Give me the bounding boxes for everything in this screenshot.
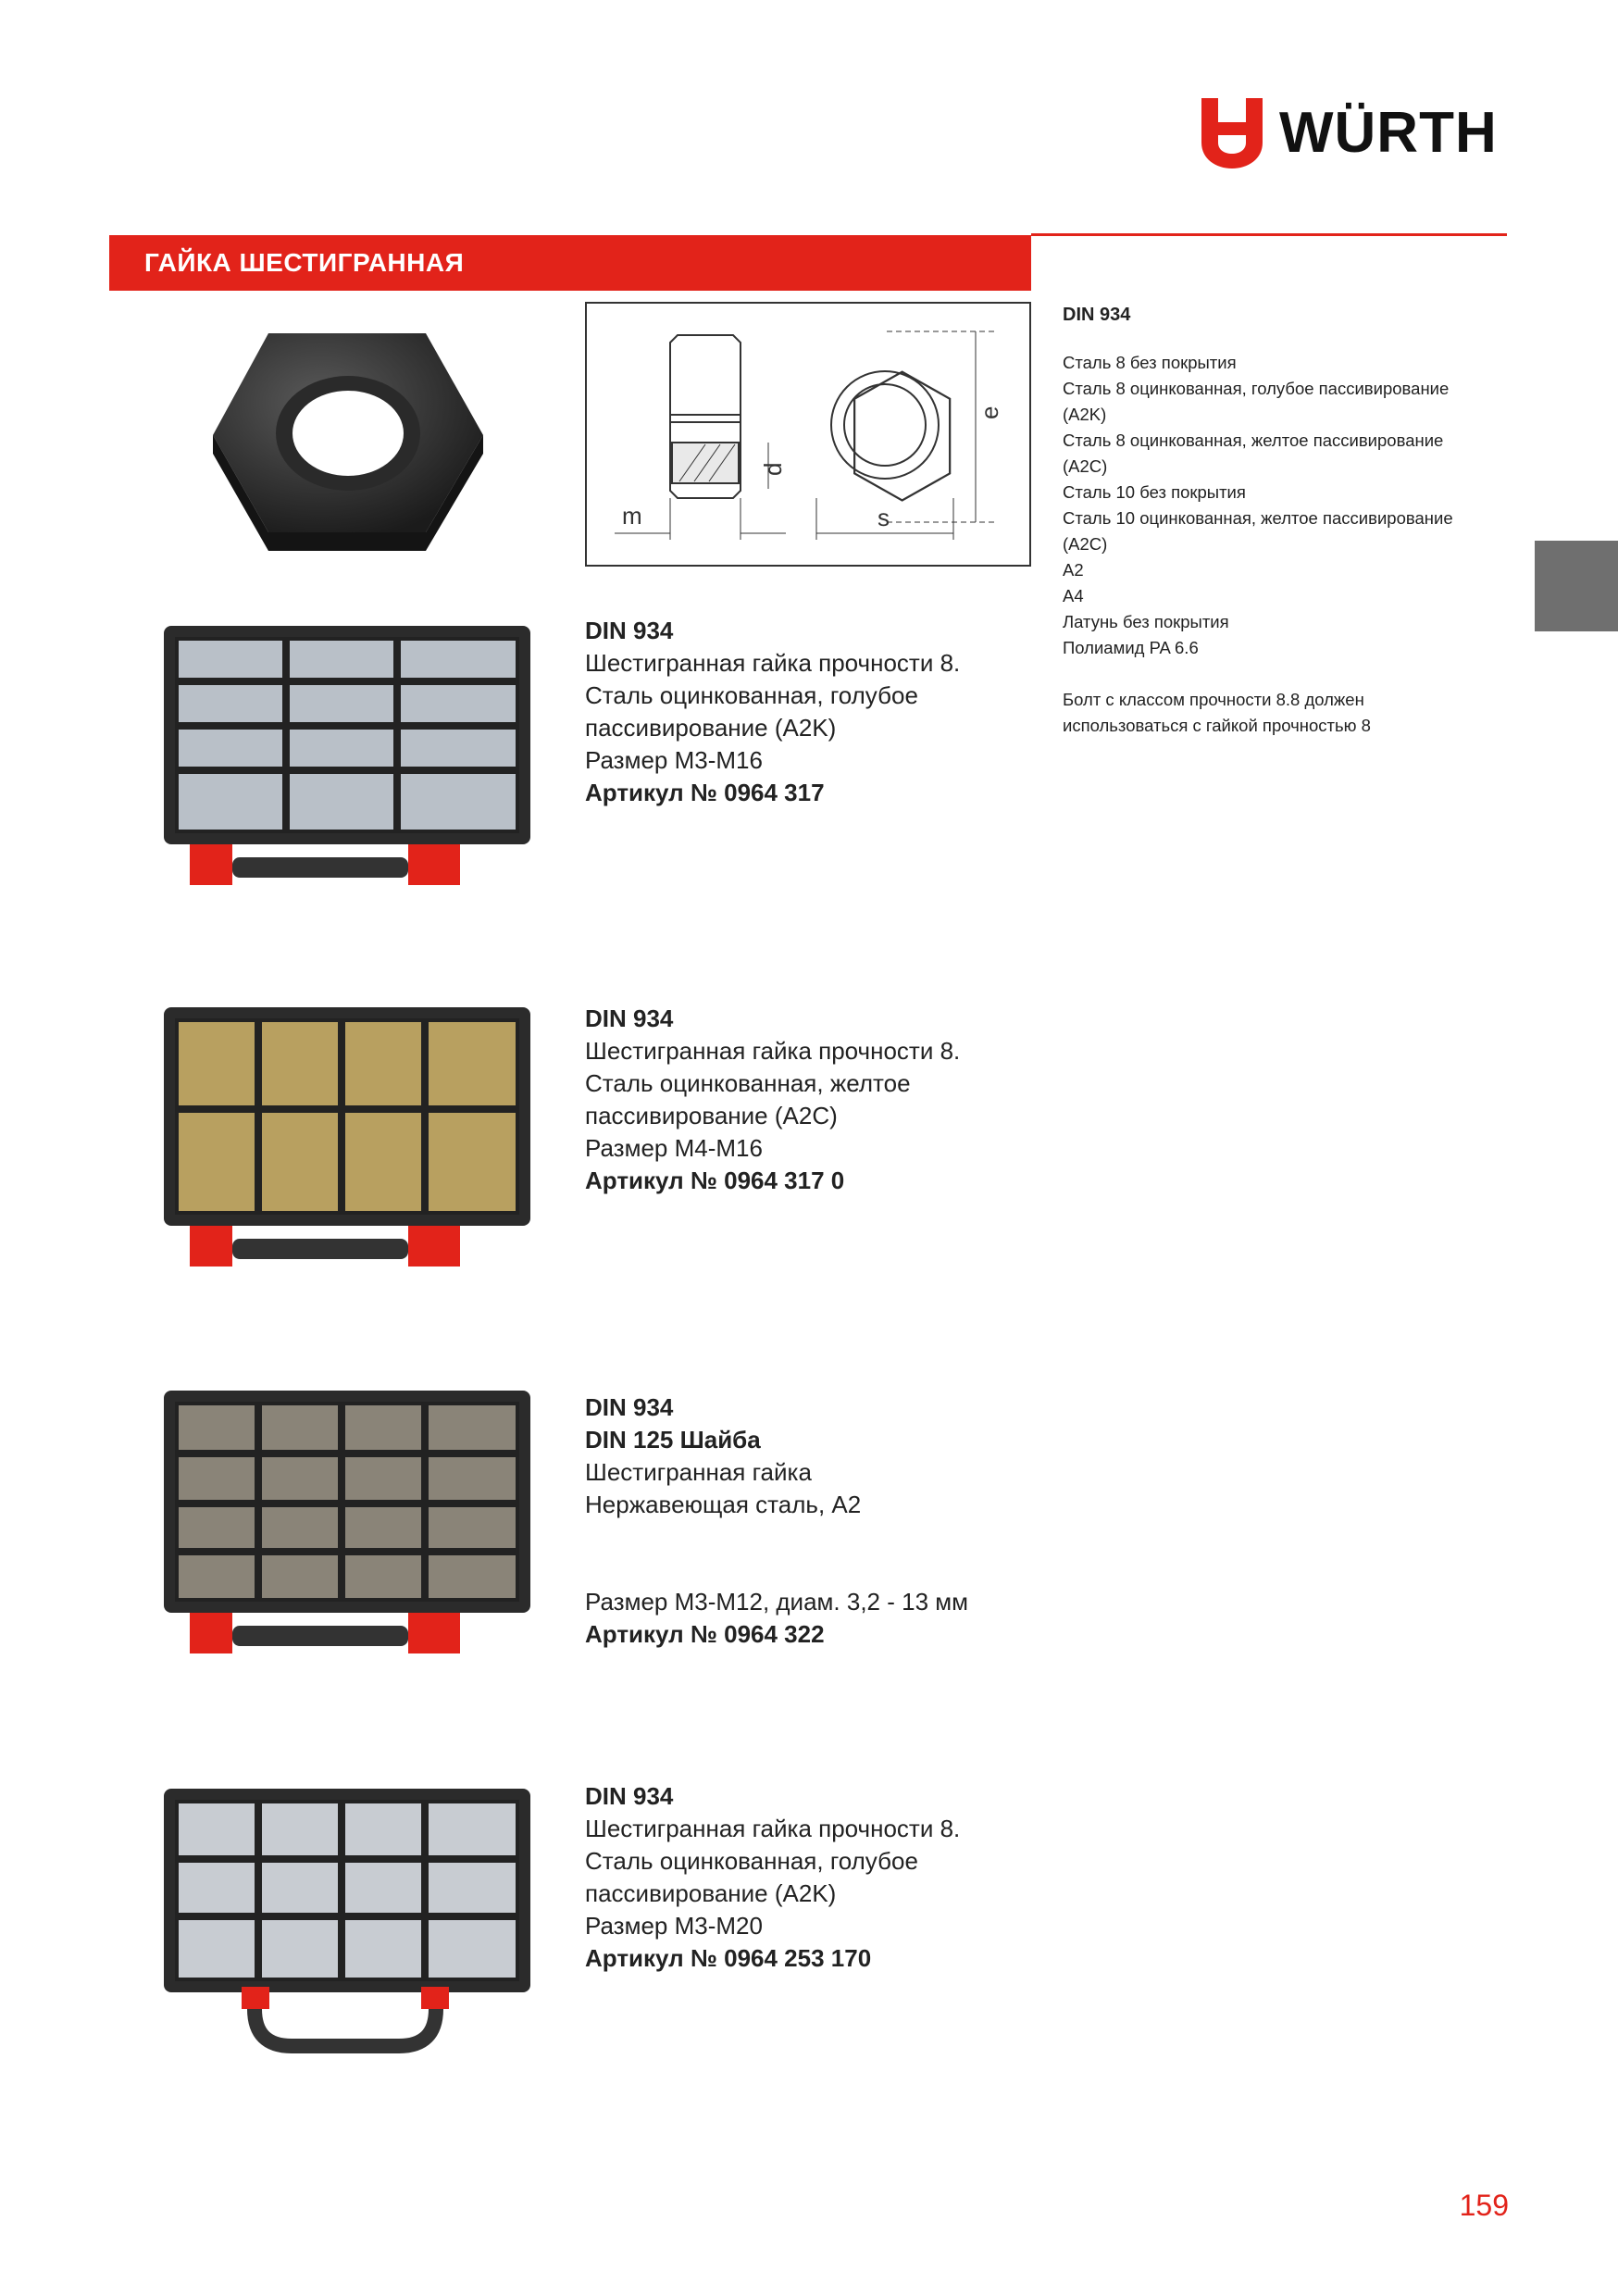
spec-material-item: Сталь 8 оцинкованная, голубое пассивирование	[1063, 379, 1450, 398]
product-standard: DIN 934	[585, 1393, 674, 1421]
label-d: d	[759, 462, 787, 476]
product-article: Артикул № 0964 317 0	[585, 1167, 845, 1194]
product-line: Шестигранная гайка	[585, 1458, 812, 1486]
section-title-bar	[109, 235, 1031, 291]
spec-material-item: (A2C)	[1063, 456, 1108, 476]
spec-material-item: Сталь 8 без покрытия	[1063, 353, 1237, 372]
product-article: Артикул № 0964 253 170	[585, 1944, 872, 1972]
page-number: 159	[1459, 2189, 1509, 2222]
wurth-logo	[1200, 96, 1514, 170]
page-title: ГАЙКА ШЕСТИГРАННАЯ	[144, 248, 465, 277]
product-line: Нержавеющая сталь, A2	[585, 1491, 862, 1518]
assortment-case-photo-3	[153, 1387, 541, 1674]
label-s: s	[877, 504, 890, 531]
product-standard-secondary: DIN 125 Шайба	[585, 1426, 761, 1454]
product-line: пассивирование (A2C)	[585, 1102, 838, 1129]
spec-column	[1063, 302, 1498, 739]
product-size: Размер M3-M12, диам. 3,2 - 13 мм	[585, 1588, 969, 1616]
product-size: Размер M3-M16	[585, 746, 763, 774]
product-block-4	[585, 1780, 1066, 1975]
product-line: Сталь оцинкованная, голубое	[585, 1847, 918, 1875]
spec-material-item: Сталь 8 оцинкованная, желтое пассивирование	[1063, 430, 1444, 450]
spec-note-line: использоваться с гайкой прочностью 8	[1063, 716, 1371, 735]
product-standard: DIN 934	[585, 1782, 674, 1810]
title-rule	[1031, 233, 1507, 236]
product-block-2	[585, 1003, 1066, 1197]
spec-material-item: Полиамид PA 6.6	[1063, 638, 1199, 657]
spec-material-item: A4	[1063, 586, 1084, 605]
product-line: Шестигранная гайка прочности 8.	[585, 1815, 961, 1842]
spec-material-item: Сталь 10 оцинкованная, желтое пассивирование	[1063, 508, 1453, 528]
spec-material-item: Сталь 10 без покрытия	[1063, 482, 1246, 502]
nut-dimension-diagram	[585, 302, 1031, 567]
product-block-3	[585, 1391, 1066, 1651]
product-line: Сталь оцинкованная, желтое	[585, 1069, 911, 1097]
label-e: e	[976, 406, 1003, 419]
hex-nut-photo	[194, 315, 491, 565]
assortment-case-photo-2	[153, 1000, 541, 1287]
product-article: Артикул № 0964 317	[585, 779, 825, 806]
product-size: Размер M3-M20	[585, 1912, 763, 1940]
product-standard: DIN 934	[585, 617, 674, 644]
product-line: пассивирование (A2K)	[585, 714, 837, 742]
assortment-case-photo-1	[153, 615, 541, 902]
spec-material-item: (A2K)	[1063, 405, 1107, 424]
side-index-tab	[1535, 541, 1618, 631]
product-size: Размер M4-M16	[585, 1134, 763, 1162]
product-line: Шестигранная гайка прочности 8.	[585, 649, 961, 677]
spec-material-item: Латунь без покрытия	[1063, 612, 1229, 631]
product-line: Шестигранная гайка прочности 8.	[585, 1037, 961, 1065]
spec-note-line: Болт с классом прочности 8.8 должен	[1063, 690, 1364, 709]
product-article: Артикул № 0964 322	[585, 1620, 825, 1648]
assortment-case-photo-4	[153, 1778, 541, 2065]
spec-material-item: A2	[1063, 560, 1084, 580]
spec-material-item: (A2C)	[1063, 534, 1108, 554]
brand-name: WÜRTH	[1279, 101, 1498, 165]
product-line: пассивирование (A2K)	[585, 1879, 837, 1907]
wurth-logo-mark	[1200, 96, 1264, 170]
label-m: m	[622, 502, 642, 530]
spec-heading: DIN 934	[1063, 305, 1131, 325]
product-line: Сталь оцинкованная, голубое	[585, 681, 918, 709]
product-standard: DIN 934	[585, 1004, 674, 1032]
product-block-1	[585, 615, 1066, 809]
